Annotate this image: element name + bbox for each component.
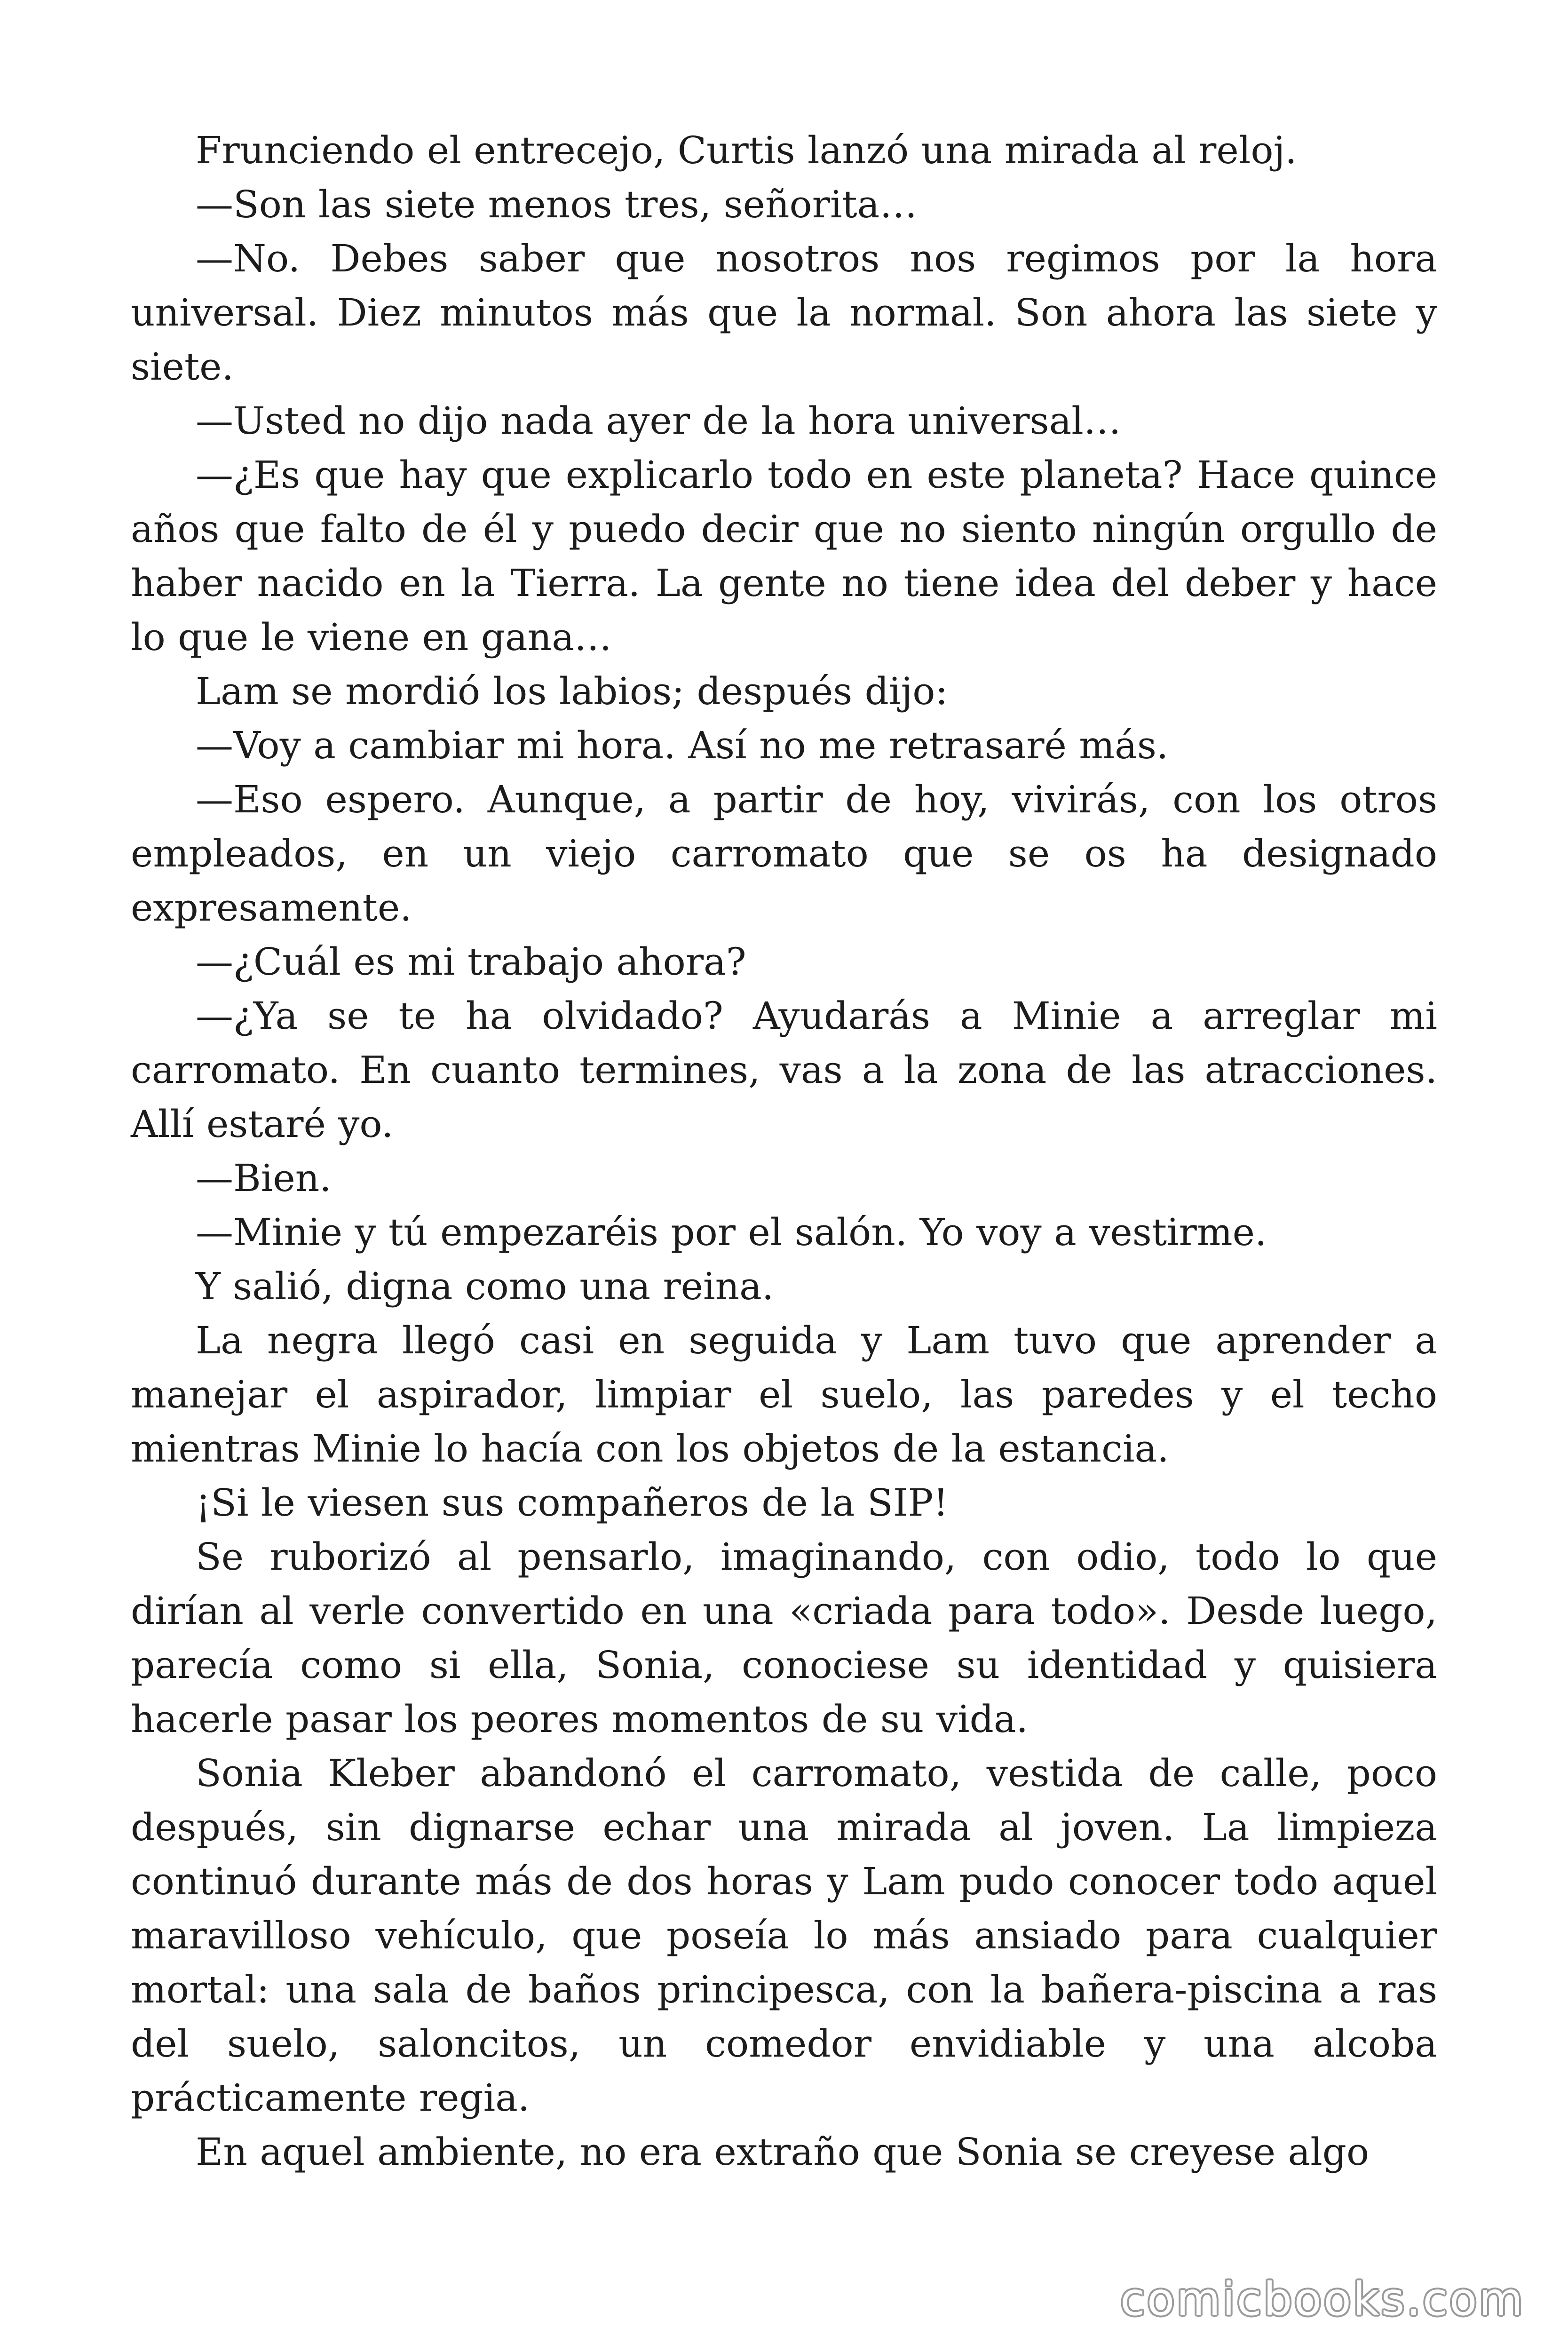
paragraph: —Bien. [196, 1156, 332, 1200]
page-text [131, 123, 1437, 2179]
paragraph: —¿Es que hay que explicarlo todo en este planeta? Hace quince años que falto de él y puedo decir que no siento ningún orgullo de haber nacido en la Tierra. La gente no tiene idea del deber y hace lo que le viene en gana… [131, 453, 1437, 659]
paragraph: —Son las siete menos tres, señorita… [196, 183, 918, 226]
paragraph: —¿Cuál es mi trabajo ahora? [196, 940, 746, 984]
paragraph: —Eso espero. Aunque, a partir de hoy, vivirás, con los otros empleados, en un viejo carromato que se os ha designado expresamente. [131, 778, 1437, 930]
paragraph: Frunciendo el entrecejo, Curtis lanzó una mirada al reloj. [196, 128, 1297, 172]
watermark: comicbooks.com [1120, 2273, 1525, 2326]
paragraph: —¿Ya se te ha olvidado? Ayudarás a Minie a arreglar mi carromato. En cuanto termines, vas a la zona de las atracciones. Allí estaré yo. [131, 994, 1437, 1146]
paragraph: —No. Debes saber que nosotros nos regimos por la hora universal. Diez minutos más que la normal. Son ahora las siete y siete. [131, 237, 1437, 389]
paragraph: ¡Si le viesen sus compañeros de la SIP! [196, 1481, 949, 1525]
paragraph: —Voy a cambiar mi hora. Así no me retrasaré más. [196, 723, 1169, 767]
paragraph: Sonia Kleber abandonó el carromato, vestida de calle, poco después, sin dignarse echar una mirada al joven. La limpieza continuó durante más de dos horas y Lam pudo conocer todo aquel maravilloso vehículo, que poseía lo más ansiado para cualquier mortal: una sala de baños principesca, con la bañera-piscina a ras del suelo, saloncitos, un comedor envidiable y una alcoba prácticamente regia. [131, 1751, 1437, 2120]
paragraph: En aquel ambiente, no era extraño que Sonia se creyese algo [196, 2130, 1370, 2174]
paragraph: La negra llegó casi en seguida y Lam tuvo que aprender a manejar el aspirador, limpiar el suelo, las paredes y el techo mientras Minie lo hacía con los objetos de la estancia. [131, 1319, 1437, 1470]
paragraph: —Minie y tú empezaréis por el salón. Yo voy a vestirme. [196, 1210, 1267, 1254]
paragraph: Lam se mordió los labios; después dijo: [196, 669, 948, 713]
paragraph: Se ruborizó al pensarlo, imaginando, con odio, todo lo que dirían al verle convertido en una «criada para todo». Desde luego, parecía como si ella, Sonia, conociese su identidad y quisiera hacerle pasar los peores momentos de su vida. [131, 1535, 1437, 1741]
paragraph: Y salió, digna como una reina. [196, 1264, 774, 1308]
paragraph: —Usted no dijo nada ayer de la hora universal… [196, 399, 1121, 443]
